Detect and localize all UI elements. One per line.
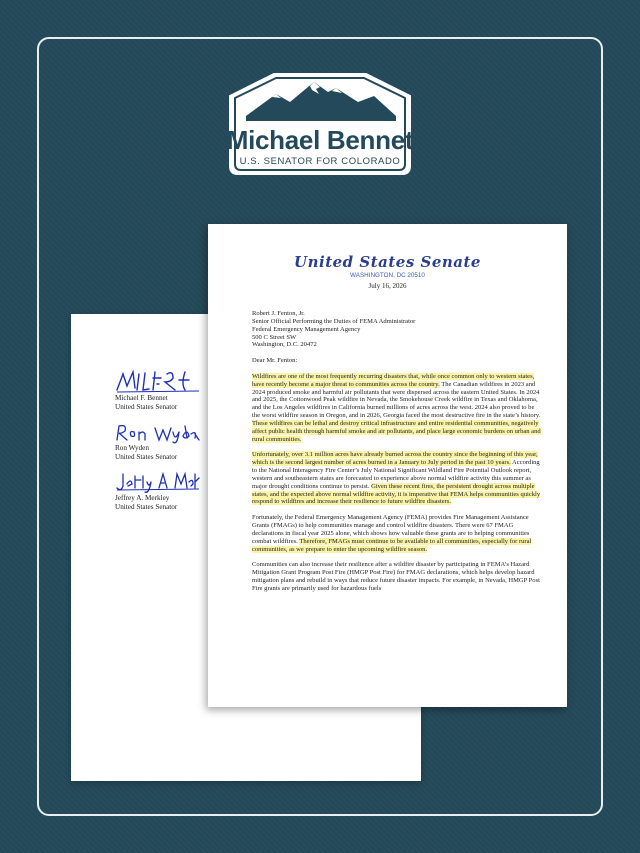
letter-paragraphs [252, 373, 542, 593]
highlighted-text: These wildfires can be lethal and destroy critical infrastructure and entire residential communities, negatively affect public health through harmful smoke and air pollutants, and place large economic burdens on urban and rural communities. [252, 419, 541, 443]
letter-paragraph [252, 451, 542, 506]
handwritten-signature-merkley [115, 470, 201, 494]
logo-name: Michael Bennet [226, 125, 414, 155]
highlighted-text: Wildfires are one of the most frequently recurring disasters that, while once common only to western states, have recently become a major threat to communities across the country. [252, 372, 535, 388]
highlighted-text: Therefore, FMAGs must continue to be available to all communities, especially for rural communities, as we prepare to enter the upcoming wildfire season. [252, 537, 532, 553]
signature-block-merkley [115, 470, 201, 511]
recipient-address [252, 310, 542, 349]
address-line: Senior Official Performing the Duties of FEMA Administrator [252, 317, 416, 325]
letter-paragraph [252, 373, 542, 444]
signature-block-bennet [115, 368, 201, 411]
signer-title: United States Senator [115, 402, 178, 411]
letter-paragraph [252, 561, 542, 592]
letter-date: July 16, 2026 [368, 282, 407, 290]
paragraph-text: The Canadian wildfires in 2023 and 2024 produced smoke and harmful air pollutants that were dispersed across the eastern United States. In 2024 and 2025, the Cottonwood Peak wildfire in Nevada, the Smokehouse Creek wildfire in Texas and Oklahoma, and the Los Angeles wildfires in California burned millions of acres across the west. 2024 also proved to be the worst wildfire season in Oregon, and in 2026, Georgia faced the most destructive fire in the state’s history. [252, 380, 541, 420]
signer-name: Michael F. Bennet [115, 394, 168, 402]
salutation: Dear Mr. Fenton: [252, 357, 298, 365]
signer-name: Jeffrey A. Merkley [115, 494, 170, 502]
highlighted-text: Given these recent fires, the persistent drought across multiple states, and the expected above normal wildfire activity, it is imperative that FEMA helps communities quickly respond to wildfires and increase their resilience to future wildfire disasters. [252, 482, 541, 506]
letter-paragraph [252, 514, 542, 553]
letter-body [252, 310, 542, 601]
address-line: Federal Emergency Management Agency [252, 325, 361, 333]
highlighted-text: Unfortunately, over 3.1 million acres have already burned across the country since the beginning of this year, which is the second largest number of acres burned in a January to July period in the past 10 years. [252, 451, 538, 467]
signer-title: United States Senator [115, 502, 178, 511]
letter-page [208, 224, 567, 707]
address-line: 500 C Street SW [252, 333, 297, 341]
address-line: Washington, D.C. 20472 [252, 341, 317, 349]
paragraph-text: According to the National Interagency Fire Center’s July National Significant Wildland Fire Potential Outlook report, western and southeastern states are forecasted to experience above normal wildfire activity this summer as major drought conditions continue to persist. [252, 459, 540, 490]
letterhead-title: United States Senate [294, 253, 481, 271]
handwritten-signature-bennet [115, 368, 201, 394]
logo-subtitle: U.S. SENATOR FOR COLORADO [239, 156, 401, 167]
address-line: Robert J. Fenton, Jr. [252, 310, 305, 317]
senator-logo [224, 70, 416, 178]
signer-title: United States Senator [115, 452, 178, 461]
letterhead-location: WASHINGTON, DC 20510 [350, 272, 425, 279]
handwritten-signature-wyden [115, 422, 201, 444]
signer-name: Ron Wyden [115, 444, 149, 452]
paragraph-text: Communities can also increase their resilience after a wildfire disaster by participating in FEMA’s Hazard Mitigation Grant Program Post Fire (HMGP Post Fire) for FMAG declarations, which helps develop hazard mitigation plans and rebuild in ways that reduce future disaster impacts. For example, in Nevada, HMGP Post Fire grants are primarily used for hazardous fuels [252, 561, 540, 592]
signature-block-wyden [115, 422, 201, 461]
paragraph-text: Fortunately, the Federal Emergency Management Agency (FEMA) provides Fire Management Assistance Grants (FMAGs) to help communities manage and control wildfire disasters. There were 67 FMAG declarations in fiscal year 2025 alone, which shows how valuable these grants are to helping communities combat wildfires. [252, 514, 530, 545]
